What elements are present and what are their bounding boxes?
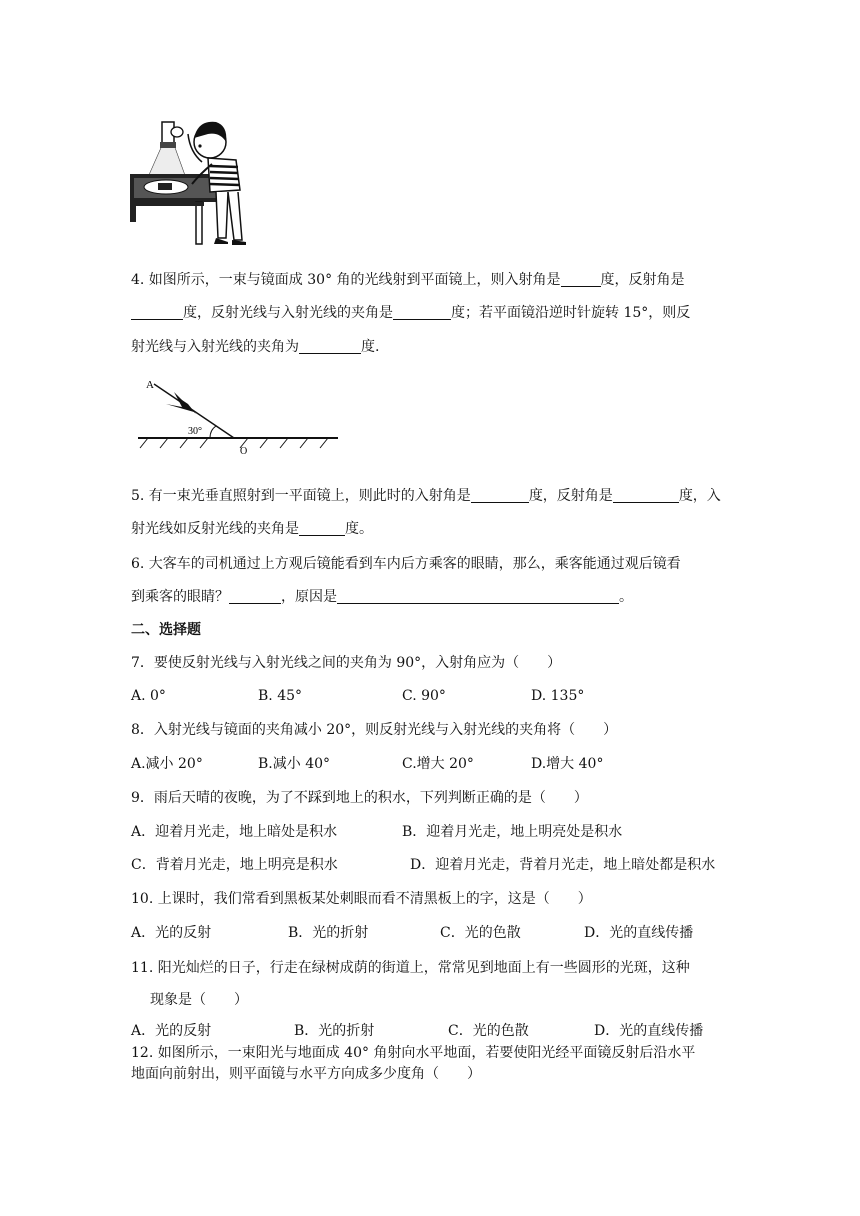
- q10-option-a[interactable]: A．光的反射: [131, 925, 212, 941]
- q4-figure-label-angle: 30°: [188, 426, 202, 437]
- q4-figure-label-o: O: [240, 446, 248, 457]
- q4-figure-label-a: A: [146, 379, 154, 391]
- q5-line-1: 5. 有一束光垂直照射到一平面镜上，则此时的入射角是 度，反射角是 度，入: [131, 488, 721, 504]
- q9-option-a[interactable]: A．迎着月光走，地上暗处是积水: [131, 824, 338, 840]
- q4-mirror-figure: [136, 374, 346, 460]
- q8-option-b[interactable]: B.减小 40°: [258, 756, 331, 772]
- q4-blank-incidence-angle[interactable]: [561, 270, 601, 287]
- q10-option-c[interactable]: C．光的色散: [440, 925, 521, 941]
- section-heading-choice: 二、选择题: [131, 622, 201, 638]
- q8-option-a[interactable]: A.减小 20°: [131, 756, 203, 772]
- q5-blank-reflection-angle[interactable]: [613, 486, 679, 503]
- q4-line-2: 度，反射光线与入射光线的夹角是 度；若平面镜沿逆时针旋转 15°，则反: [131, 303, 690, 323]
- q8-stem: 8．入射光线与镜面的夹角减小 20°，则反射光线与入射光线的夹角将（ ）: [131, 722, 618, 738]
- q5-blank-angle-between[interactable]: [299, 519, 345, 536]
- q8-option-d[interactable]: D.增大 40°: [531, 756, 604, 772]
- q11-option-d[interactable]: D．光的直线传播: [594, 1023, 704, 1039]
- q10-option-d[interactable]: D．光的直线传播: [584, 925, 694, 941]
- q12-line-2: 地面向前射出，则平面镜与水平方向成多少度角（ ）: [131, 1066, 481, 1082]
- q4-blank-angle-between[interactable]: [393, 303, 451, 320]
- q11-option-b[interactable]: B．光的折射: [294, 1023, 375, 1039]
- q7-option-c[interactable]: C. 90°: [402, 688, 446, 704]
- q11-option-c[interactable]: C．光的色散: [448, 1023, 529, 1039]
- q7-stem: 7．要使反射光线与入射光线之间的夹角为 90°，入射角应为（ ）: [131, 655, 562, 671]
- q6-line-1: 6. 大客车的司机通过上方观后镜能看到车内后方乘客的眼睛，那么，乘客能通过观后镜看: [131, 556, 681, 572]
- q7-option-b[interactable]: B. 45°: [258, 688, 303, 704]
- q4-blank-rotated-angle[interactable]: [299, 337, 361, 354]
- q5-line-2: 射光线如反射光线的夹角是 度。: [131, 521, 373, 537]
- q6-line-2: 到乘客的眼睛？ ，原因是 。: [131, 589, 633, 605]
- q9-option-d[interactable]: D．迎着月光走，背着月光走，地上暗处都是积水: [410, 857, 716, 873]
- q9-stem: 9．雨后天晴的夜晚，为了不踩到地上的积水，下列判断正确的是（ ）: [131, 790, 588, 806]
- q6-blank-reason[interactable]: [337, 587, 619, 604]
- q6-blank-answer[interactable]: [229, 587, 281, 604]
- q11-option-a[interactable]: A．光的反射: [131, 1023, 212, 1039]
- q10-option-b[interactable]: B．光的折射: [288, 925, 369, 941]
- q4-blank-reflection-angle[interactable]: [131, 303, 183, 320]
- boy-flashlight-illustration: [128, 112, 258, 248]
- q11-stem-2: 现象是（ ）: [150, 992, 248, 1008]
- q4-line-1: 4. 如图所示，一束与镜面成 30° 角的光线射到平面镜上，则入射角是 度，反射角是: [131, 272, 685, 288]
- q10-stem: 10. 上课时，我们常看到黑板某处刺眼而看不清黑板上的字，这是（ ）: [131, 891, 592, 907]
- q7-option-a[interactable]: A. 0°: [131, 688, 166, 704]
- q4-line-3: 射光线与入射光线的夹角为 度.: [131, 339, 380, 355]
- q5-blank-incidence-angle[interactable]: [471, 486, 529, 503]
- q9-option-c[interactable]: C．背着月光走，地上明亮是积水: [131, 857, 338, 873]
- q7-option-d[interactable]: D. 135°: [531, 688, 585, 704]
- q11-stem-1: 11. 阳光灿烂的日子，行走在绿树成荫的街道上，常常见到地面上有一些圆形的光斑，这种: [131, 960, 690, 976]
- q12-line-1: 12. 如图所示，一束阳光与地面成 40° 角射向水平地面，若要使阳光经平面镜反射后沿水平: [131, 1045, 696, 1061]
- q8-option-c[interactable]: C.增大 20°: [402, 756, 474, 772]
- q9-option-b[interactable]: B．迎着月光走，地上明亮处是积水: [402, 824, 623, 840]
